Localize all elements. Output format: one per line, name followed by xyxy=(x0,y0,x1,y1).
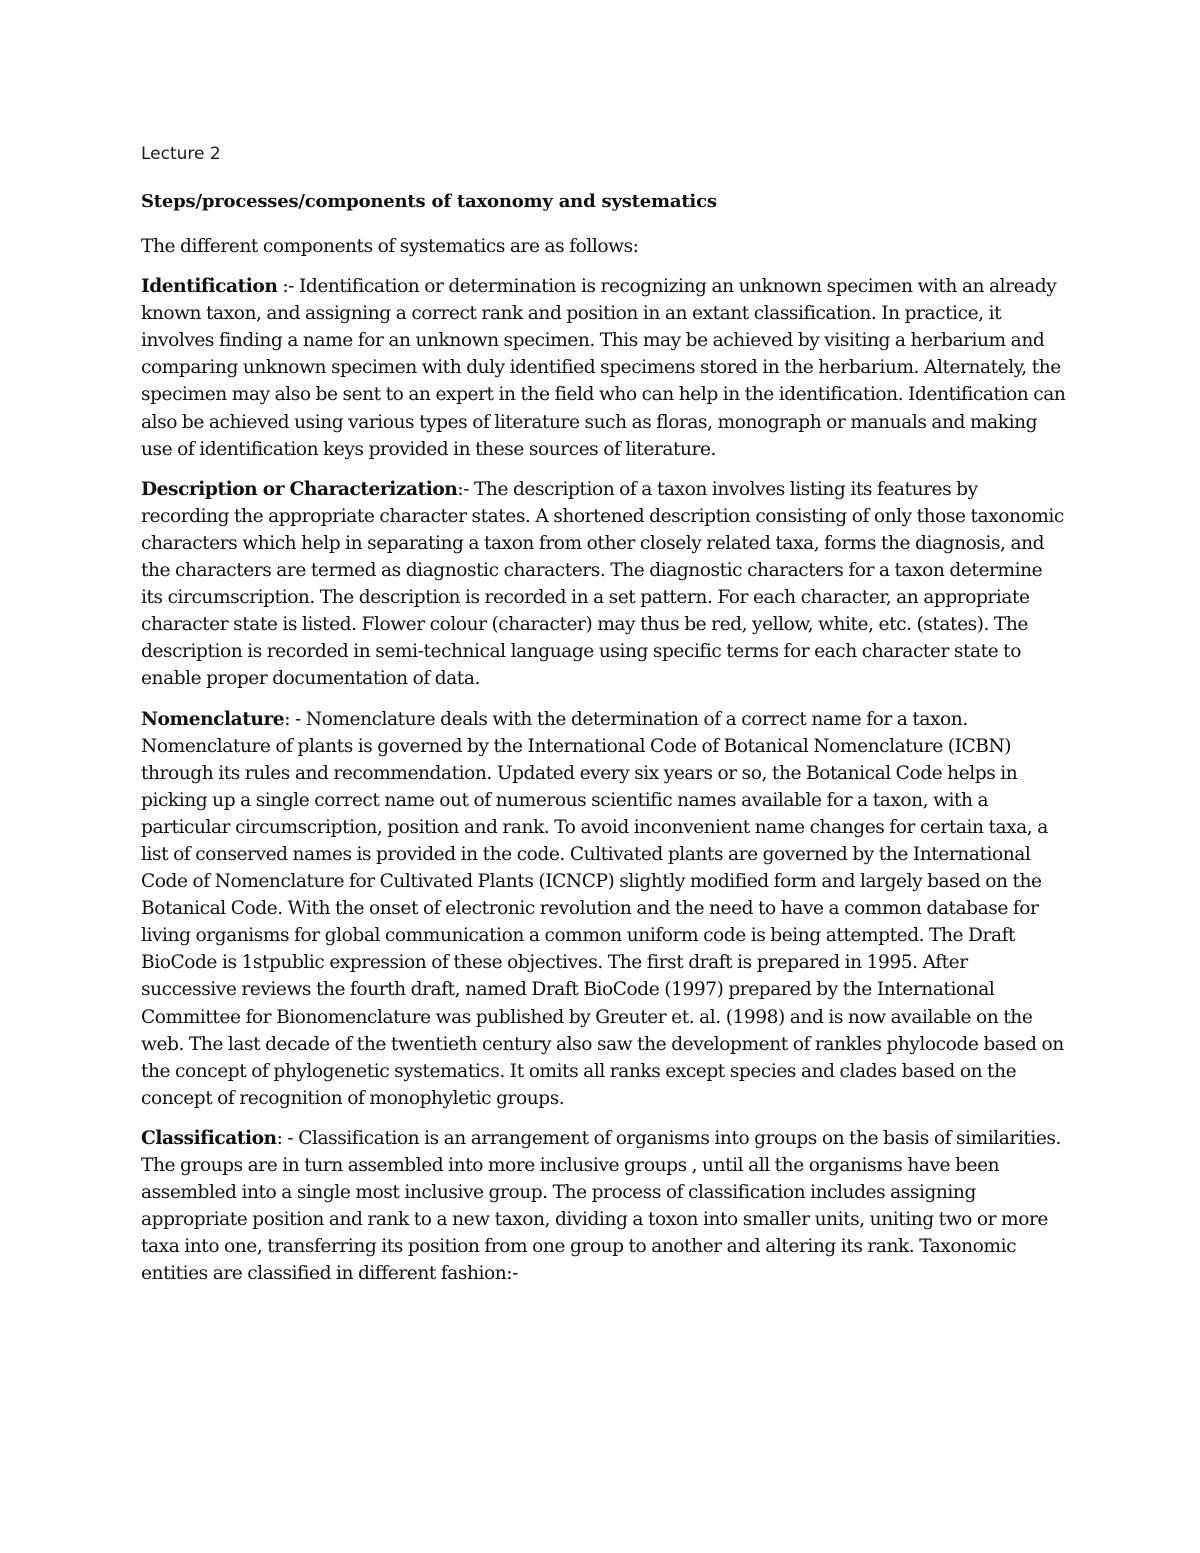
section-term: Identification xyxy=(141,276,278,298)
section-term: Description or Characterization xyxy=(141,478,458,500)
section-separator: :- xyxy=(457,478,474,500)
section-classification xyxy=(141,1125,1066,1288)
section-separator: :- xyxy=(277,276,299,298)
section-separator: : - xyxy=(284,708,306,730)
section-text: Classification is an arrangement of organisms into groups on the basis of similarities. The groups are in turn assembled into more inclusive groups , until all the organisms have been assembled into a single most inclusive group. The process of classification includes assigning appropriate position and rank to a new taxon, dividing a toxon into smaller units, uniting two or more taxa into one, transferring its position from one group to another and altering its rank. Taxonomic entities are classified in different fashion:- xyxy=(141,1127,1061,1285)
document-page xyxy=(141,140,1066,1287)
section-description xyxy=(141,476,1066,693)
page-title: Steps/processes/components of taxonomy and systematics xyxy=(141,191,717,212)
section-text: Nomenclature deals with the determination of a correct name for a taxon. Nomenclature of plants is governed by the International Code of Botanical Nomenclature (ICBN) through its rules and recommendation. Updated every six years or so, the Botanical Code helps in picking up a single correct name out of numerous scientific names available for a taxon, with a particular circumscription, position and rank. To avoid inconvenient name changes for certain taxa, a list of conserved names is provided in the code. Cultivated plants are governed by the International Code of Nomenclature for Cultivated Plants (ICNCP) slightly modified form and largely based on the Botanical Code. With the onset of electronic revolution and the need to have a common database for living organisms for global communication a common uniform code is being attempted. The Draft BioCode is 1stpublic expression of these objectives. The first draft is prepared in 1995. After successive reviews the fourth draft, named Draft BioCode (1997) prepared by the International Committee for Bionomenclature was published by Greuter et. al. (1998) and is now available on the web. The last decade of the twentieth century also saw the development of rankles phylocode based on the concept of phylogenetic systematics. It omits all ranks except species and clades based on the concept of recognition of monophyletic groups. xyxy=(141,708,1064,1109)
section-text: Identification or determination is recognizing an unknown specimen with an already known taxon, and assigning a correct rank and position in an extant classification. In practice, it involves finding a name for an unknown specimen. This may be achieved by visiting a herbarium and comparing unknown specimen with duly identified specimens stored in the herbarium. Alternately, the specimen may also be sent to an expert in the field who can help in the identification. Identification can also be achieved using various types of literature such as floras, monograph or manuals and making use of identification keys provided in these sources of literature. xyxy=(141,276,1066,460)
intro-text: The different components of systematics are as follows: xyxy=(141,236,639,257)
section-term: Classification xyxy=(141,1127,277,1149)
section-text: The description of a taxon involves listing its features by recording the appropriate character states. A shortened description consisting of only those taxonomic characters which help in separating a taxon from other closely related taxa, forms the diagnosis, and the characters are termed as diagnostic characters. The diagnostic characters for a taxon determine its circumscription. The description is recorded in a set pattern. For each character, an appropriate character state is listed. Flower colour (character) may thus be red, yellow, white, etc. (states). The description is recorded in semi-technical language using specific terms for each character state to enable proper documentation of data. xyxy=(141,478,1064,690)
section-term: Nomenclature xyxy=(141,708,285,730)
section-nomenclature xyxy=(141,706,1066,1112)
lecture-label: Lecture 2 xyxy=(141,144,221,164)
section-identification xyxy=(141,273,1066,463)
section-separator: : - xyxy=(276,1127,299,1149)
